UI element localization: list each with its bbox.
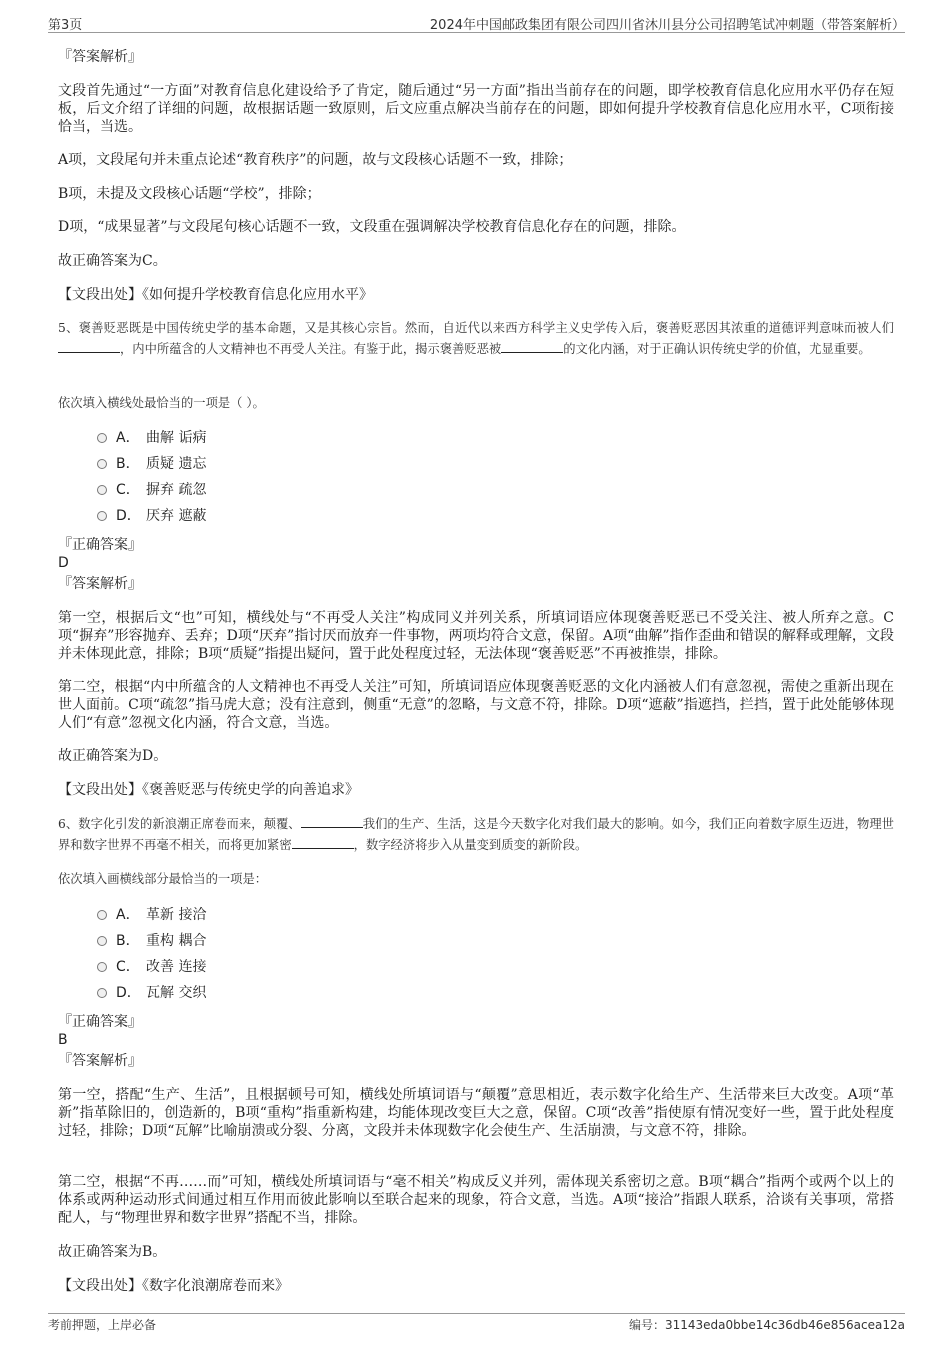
footer-slogan: 考前押题，上岸必备 xyxy=(48,1318,157,1332)
option-letter: B． xyxy=(116,456,140,472)
q6-option-c[interactable] xyxy=(97,958,206,976)
option-text: 瓦解 交织 xyxy=(146,985,207,1001)
q4-analysis-para1: 文段首先通过“一方面”对教育信息化建设给予了肯定，随后通过“另一方面”指出当前存在的问题，即学校教育信息化应用水平仍存在短板，后文介绍了详细的问题，故根据话题一致原则，后文应重点解决当前存在的问题，即如何提升学校教育信息化应用水平，C项衔接恰当，当选。 xyxy=(58,83,894,135)
q5-option-c[interactable] xyxy=(97,481,206,499)
q6-analysis-label: 『答案解析』 xyxy=(58,1053,142,1069)
q6-correct-answer: B xyxy=(58,1032,68,1048)
q4-source: 【文段出处】《如何提升学校教育信息化应用水平》 xyxy=(58,287,373,303)
q5-option-b[interactable] xyxy=(97,455,206,473)
option-letter: C． xyxy=(116,959,140,975)
radio-icon[interactable] xyxy=(97,988,107,998)
option-letter: D． xyxy=(116,985,141,1001)
option-letter: C． xyxy=(116,482,140,498)
page-footer xyxy=(48,1313,905,1334)
q5-analysis-para1: 第一空，根据后文“也”可知，横线处与“不再受人关注”构成同义并列关系，所填词语应体现褒善贬恶已不受关注、被人所弃之意。C项“摒弃”形容抛弃、丢弃；D项“厌弃”指讨厌而放弃一件事物，两项均符合文意，保留。A项“曲解”指作歪曲和错误的解释或理解，文段并未体现此意，排除；B项“质疑”指提出疑问，置于此处程度过轻，无法体现“褒善贬恶”不再被推崇，排除。 xyxy=(58,610,894,662)
option-letter: D． xyxy=(116,508,141,524)
q4-analysis-para3: B项，未提及文段核心话题“学校”，排除； xyxy=(58,186,321,202)
q6-stem xyxy=(58,814,894,856)
q5-blank-2 xyxy=(501,340,563,353)
q6-blank-1 xyxy=(301,815,363,828)
option-text: 重构 耦合 xyxy=(146,933,207,949)
radio-icon[interactable] xyxy=(97,910,107,920)
q4-conclusion: 故正确答案为C。 xyxy=(58,253,167,269)
option-text: 曲解 诟病 xyxy=(146,430,207,446)
q6-correct-label: 『正确答案』 xyxy=(58,1014,142,1030)
radio-icon[interactable] xyxy=(97,511,107,521)
q5-analysis-label: 『答案解析』 xyxy=(58,576,142,592)
document-id: 编号：31143eda0bbe14c36db46e856acea12a xyxy=(628,1318,905,1332)
option-text: 质疑 遗忘 xyxy=(146,456,207,472)
q5-option-a[interactable] xyxy=(97,429,206,447)
q6-stem-part1: 6、数字化引发的新浪潮正席卷而来，颠覆、 xyxy=(58,817,301,831)
q6-conclusion: 故正确答案为B。 xyxy=(58,1244,167,1260)
radio-icon[interactable] xyxy=(97,459,107,469)
q4-analysis-para2: A项，文段尾句并未重点论述“教育秩序”的问题，故与文段核心话题不一致，排除； xyxy=(58,152,573,168)
q5-prompt: 依次填入横线处最恰当的一项是（ ）。 xyxy=(58,396,265,410)
q6-analysis-para1: 第一空，搭配“生产、生活”，且根据顿号可知，横线处所填词语与“颠覆”意思相近，表示数字化给生产、生活带来巨大改变。A项“革新”指革除旧的，创造新的，B项“重构”指重新构建，均能体现改变巨大之意，保留。C项“改善”指使原有情况变好一些，置于此处程度过轻，排除；D项“瓦解”比喻崩溃或分裂、分离，文段并未体现数字化会使生产、生活崩溃，与文意不符，排除。 xyxy=(58,1087,894,1139)
option-letter: B． xyxy=(116,933,140,949)
radio-icon[interactable] xyxy=(97,485,107,495)
q5-stem-part3: 的文化内涵，对于正确认识传统史学的价值，尤显重要。 xyxy=(563,342,871,356)
option-text: 厌弃 遮蔽 xyxy=(146,508,207,524)
q6-option-b[interactable] xyxy=(97,932,206,950)
q6-analysis-para2: 第二空，根据“不再……而”可知，横线处所填词语与“毫不相关”构成反义并列，需体现关系密切之意。B项“耦合”指两个或两个以上的体系或两种运动形式间通过相互作用而彼此影响以至联合起来的现象，符合文意，当选。A项“接洽”指跟人联系，洽谈有关事项，常搭配人，与“物理世界和数字世界”搭配不当，排除。 xyxy=(58,1174,894,1226)
q5-option-d[interactable] xyxy=(97,507,206,525)
option-text: 革新 接洽 xyxy=(146,907,207,923)
q6-option-d[interactable] xyxy=(97,984,206,1002)
radio-icon[interactable] xyxy=(97,962,107,972)
q5-stem-part1: 5、褒善贬恶既是中国传统史学的基本命题，又是其核心宗旨。然而，自近代以来西方科学主义史学传入后，褒善贬恶因其浓重的道德评判意味而被人们 xyxy=(58,321,894,335)
option-letter: A． xyxy=(116,430,140,446)
document-title: 2024年中国邮政集团有限公司四川省沐川县分公司招聘笔试冲刺题（带答案解析） xyxy=(429,18,905,33)
q5-correct-label: 『正确答案』 xyxy=(58,537,142,553)
q6-source: 【文段出处】《数字化浪潮席卷而来》 xyxy=(58,1278,289,1294)
q5-analysis-para2: 第二空，根据“内中所蕴含的人文精神也不再受人关注”可知，所填词语应体现褒善贬恶的文化内涵被人们有意忽视，需使之重新出现在世人面前。C项“疏忽”指马虎大意；没有注意到，侧重“无意”的忽略，与文意不符，排除。D项“遮蔽”指遮挡，拦挡，置于此处能够体现人们“有意”忽视文化内涵，符合文意，当选。 xyxy=(58,679,894,731)
q5-conclusion: 故正确答案为D。 xyxy=(58,748,168,764)
q6-option-a[interactable] xyxy=(97,906,206,924)
q5-correct-answer: D xyxy=(58,555,69,571)
q6-stem-part3: ，数字经济将步入从量变到质变的新阶段。 xyxy=(353,838,588,852)
q4-analysis-para4: D项，“成果显著”与文段尾句核心话题不一致，文段重在强调解决学校教育信息化存在的问题，排除。 xyxy=(58,219,686,235)
page-number: 第3页 xyxy=(48,18,83,33)
radio-icon[interactable] xyxy=(97,936,107,946)
q5-stem-part2: ，内中所蕴含的人文精神也不再受人关注。有鉴于此，揭示褒善贬恶被 xyxy=(120,342,502,356)
page-header xyxy=(48,12,905,33)
option-text: 改善 连接 xyxy=(146,959,207,975)
option-text: 摒弃 疏忽 xyxy=(146,482,207,498)
option-letter: A． xyxy=(116,907,140,923)
q5-stem xyxy=(58,318,894,360)
q6-prompt: 依次填入画横线部分最恰当的一项是： xyxy=(58,872,268,886)
q6-blank-2 xyxy=(292,836,354,849)
radio-icon[interactable] xyxy=(97,433,107,443)
q4-analysis-label: 『答案解析』 xyxy=(58,49,142,65)
q6-stem-part2: 我们的生产、生活，这是今天数字化对我们最大的影响。如今，我们正向着数字原生迈进，物理世界和数字世界不再毫不相关，而将更加紧密 xyxy=(58,817,894,852)
q5-blank-1 xyxy=(58,340,120,353)
q5-source: 【文段出处】《褒善贬恶与传统史学的向善追求》 xyxy=(58,782,359,798)
